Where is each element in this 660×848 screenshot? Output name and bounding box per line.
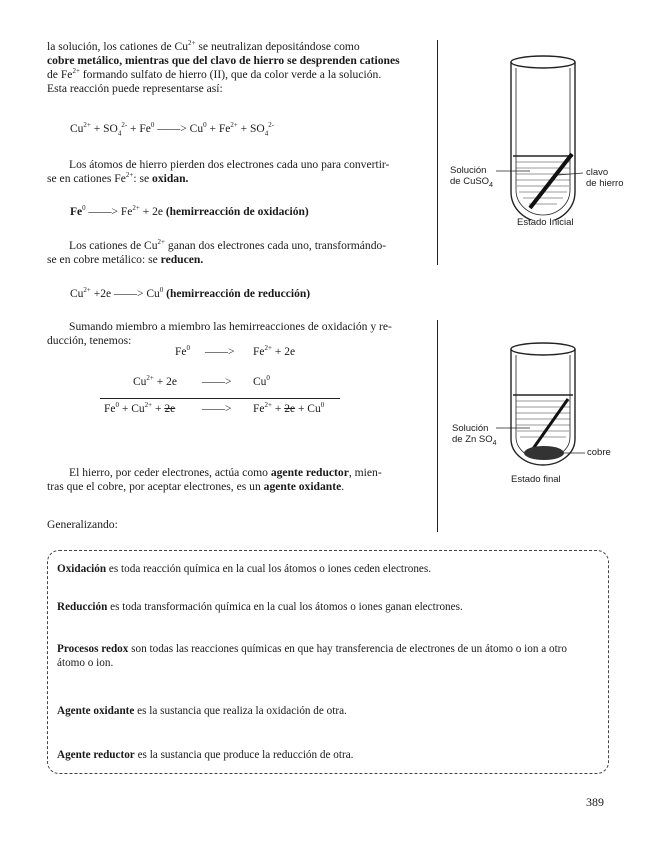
- definition-oxidation: Oxidación es toda reacción química en la cual los átomos o iones ceden electrones.: [57, 563, 432, 575]
- definition-redox: Procesos redox son todas las reacciones químicas en que hay transferencia de electrones de un átomo o ion a otro átomo o ion.: [57, 643, 567, 669]
- equation-reduction: $Cu^{2+} +2e$ ——> $Cu^0$ (hemirreacción de reducción): [70, 286, 311, 300]
- sum-row-total-arrow: ——>: [202, 403, 232, 415]
- column-divider-top: [437, 40, 438, 265]
- definition-oxidizing-agent: Agente oxidante es la sustancia que realiza la oxidación de otra.: [57, 705, 347, 717]
- test-tube-final-figure: [440, 335, 640, 485]
- equation-overall: $Cu^{2+} + SO_4^{2-} + Fe^0$ ——> $Cu^0 + Fe^{2+} + SO_4^{2-}$: [70, 121, 275, 138]
- sum-row-oxidation-products: $Fe^{2+} + 2e$: [253, 344, 296, 358]
- label-solution-cuso4: Solución de CuSO$_4$: [450, 165, 493, 189]
- sum-row-reduction: $Cu^{2+} + 2e$: [133, 374, 177, 388]
- column-divider-bottom: [437, 320, 438, 532]
- label-iron-nail: clavo de hierro: [586, 167, 624, 189]
- page-number: 389: [586, 795, 604, 809]
- caption-final-state: Estado final: [511, 474, 561, 485]
- sum-row-oxidation-arrow: ——>: [205, 346, 235, 358]
- sum-row-reduction-products: Cu$^0$: [253, 374, 270, 388]
- paragraph-reduction: Los cationes de $Cu^{2+}$ ganan dos electrones cada uno, transformándo- se en cobre metálico: se reducen.: [47, 238, 387, 266]
- generalizing-label: Generalizando:: [47, 518, 118, 531]
- paragraph-sum: Sumando miembro a miembro las hemirreacciones de oxidación y re- ducción, tenemos:: [47, 320, 392, 347]
- label-copper: cobre: [587, 447, 611, 458]
- caption-initial-state: Estado Inicial: [517, 217, 574, 228]
- sum-row-total-products: $Fe^{2+} + 2e + Cu^0$: [253, 401, 325, 415]
- sum-row-reduction-arrow: ——>: [202, 376, 232, 388]
- label-solution-znso4: Solución de Zn $SO_4$: [452, 423, 497, 447]
- sum-divider: [100, 398, 340, 399]
- sum-row-total: $Fe^0 + Cu^{2+} + 2e$: [104, 401, 176, 415]
- test-tube-initial: [511, 56, 575, 220]
- paragraph-oxidation: Los átomos de hierro pierden dos electrones cada uno para convertir- se en cationes $Fe^{2+}$: se oxidan.: [47, 158, 390, 185]
- test-tube-initial-figure: [440, 40, 640, 220]
- definition-reduction: Reducción es toda transformación química en la cual los átomos o iones ganan electrones.: [57, 601, 463, 613]
- paragraph-intro: la solución, los cationes de $Cu^{2+}$ se neutralizan depositándose como cobre metálico, mientras que del clavo de hierro se desprenden cationes de $Fe^{2+}$ formando sulfato de hierro (II), que da color verde a la solución. Esta reacción puede representarse así:: [47, 39, 400, 95]
- definition-reducing-agent: Agente reductor es la sustancia que produce la reducción de otra.: [57, 749, 354, 761]
- paragraph-agents: El hierro, por ceder electrones, actúa como agente reductor, mien- tras que el cobre, por aceptar electrones, es un agente oxidante.: [47, 466, 382, 493]
- equation-oxidation: Fe$^0$ ——> $Fe^{2+} + 2e$ (hemirreacción de oxidación): [70, 204, 309, 218]
- sum-row-oxidation: Fe$^0$: [175, 344, 190, 358]
- copper-deposit: [524, 446, 564, 460]
